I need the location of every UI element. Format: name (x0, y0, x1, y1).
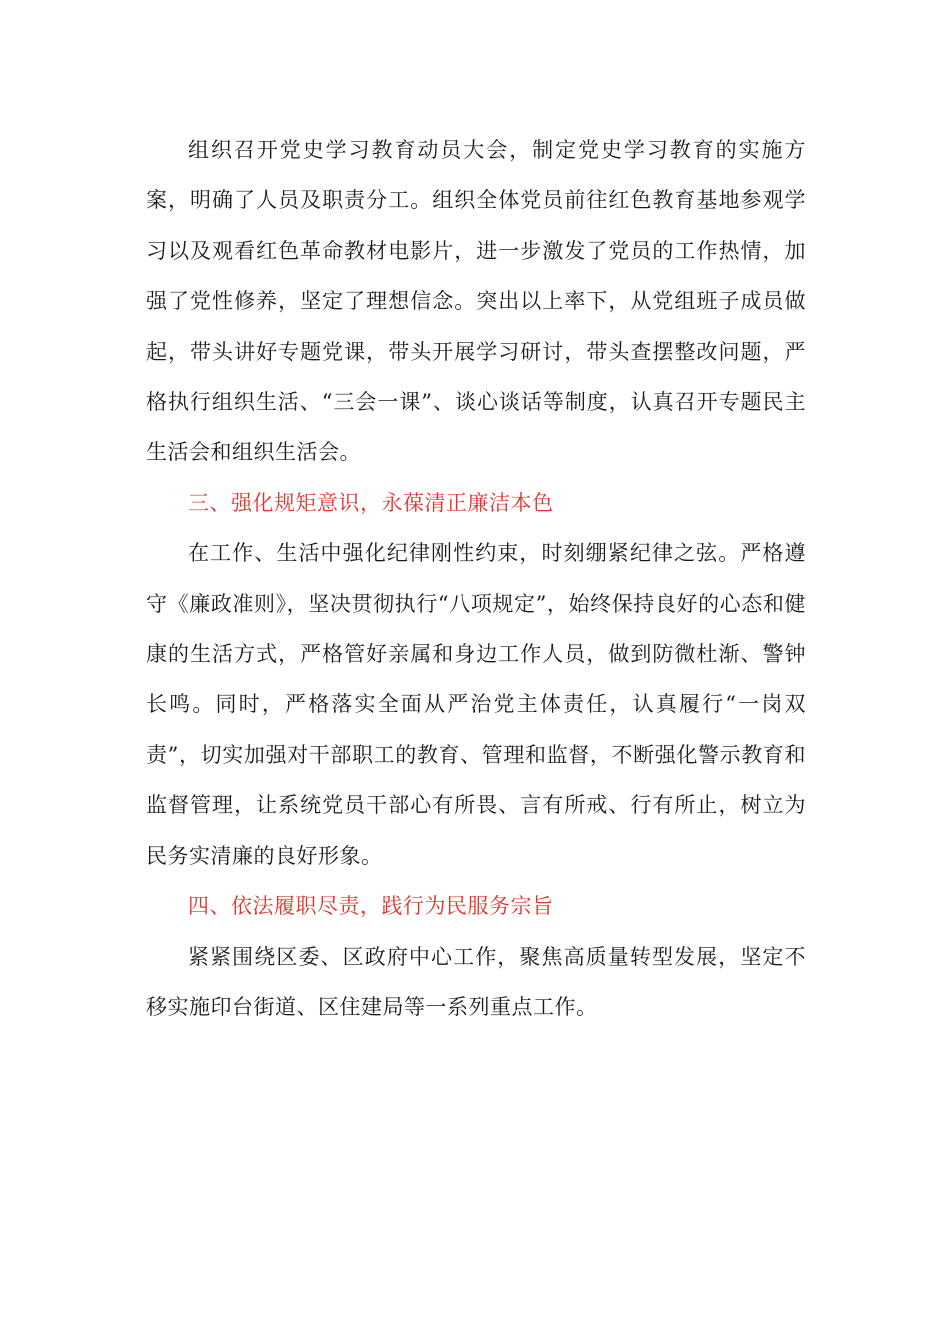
paragraph-key-work: 紧紧围绕区委、区政府中心工作，聚焦高质量转型发展，坚定不移实施印台街道、区住建局等一系列重点工作。 (146, 944, 806, 1019)
section-heading-4: 四、依法履职尽责，践行为民服务宗旨 (188, 894, 554, 919)
document-body (146, 125, 806, 1032)
paragraph-party-history-education: 组织召开党史学习教育动员大会，制定党史学习教育的实施方案，明确了人员及职责分工。组织全体党员前往红色教育基地参观学习以及观看红色革命教材电影片，进一步激发了党员的工作热情，加强了党性修养，坚定了理想信念。突出以上率下，从党组班子成员做起，带头讲好专题党课，带头开展学习研讨，带头查摆整改问题，严格执行组织生活、“三会一课”、谈心谈话等制度，认真召开专题民主生活会和组织生活会。 (146, 138, 806, 465)
section-heading-3: 三、强化规矩意识，永葆清正廉洁本色 (188, 490, 554, 515)
paragraph-discipline: 在工作、生活中强化纪律刚性约束，时刻绷紧纪律之弦。严格遵守《廉政准则》，坚决贯彻执行“八项规定”，始终保持良好的心态和健康的生活方式，严格管好亲属和身边工作人员，做到防微杜渐、警钟长鸣。同时，严格落实全面从严治党主体责任，认真履行“一岗双责”，切实加强对干部职工的教育、管理和监督，不断强化警示教育和监督管理，让系统党员干部心有所畏、言有所戒、行有所止，树立为民务实清廉的良好形象。 (146, 541, 806, 868)
